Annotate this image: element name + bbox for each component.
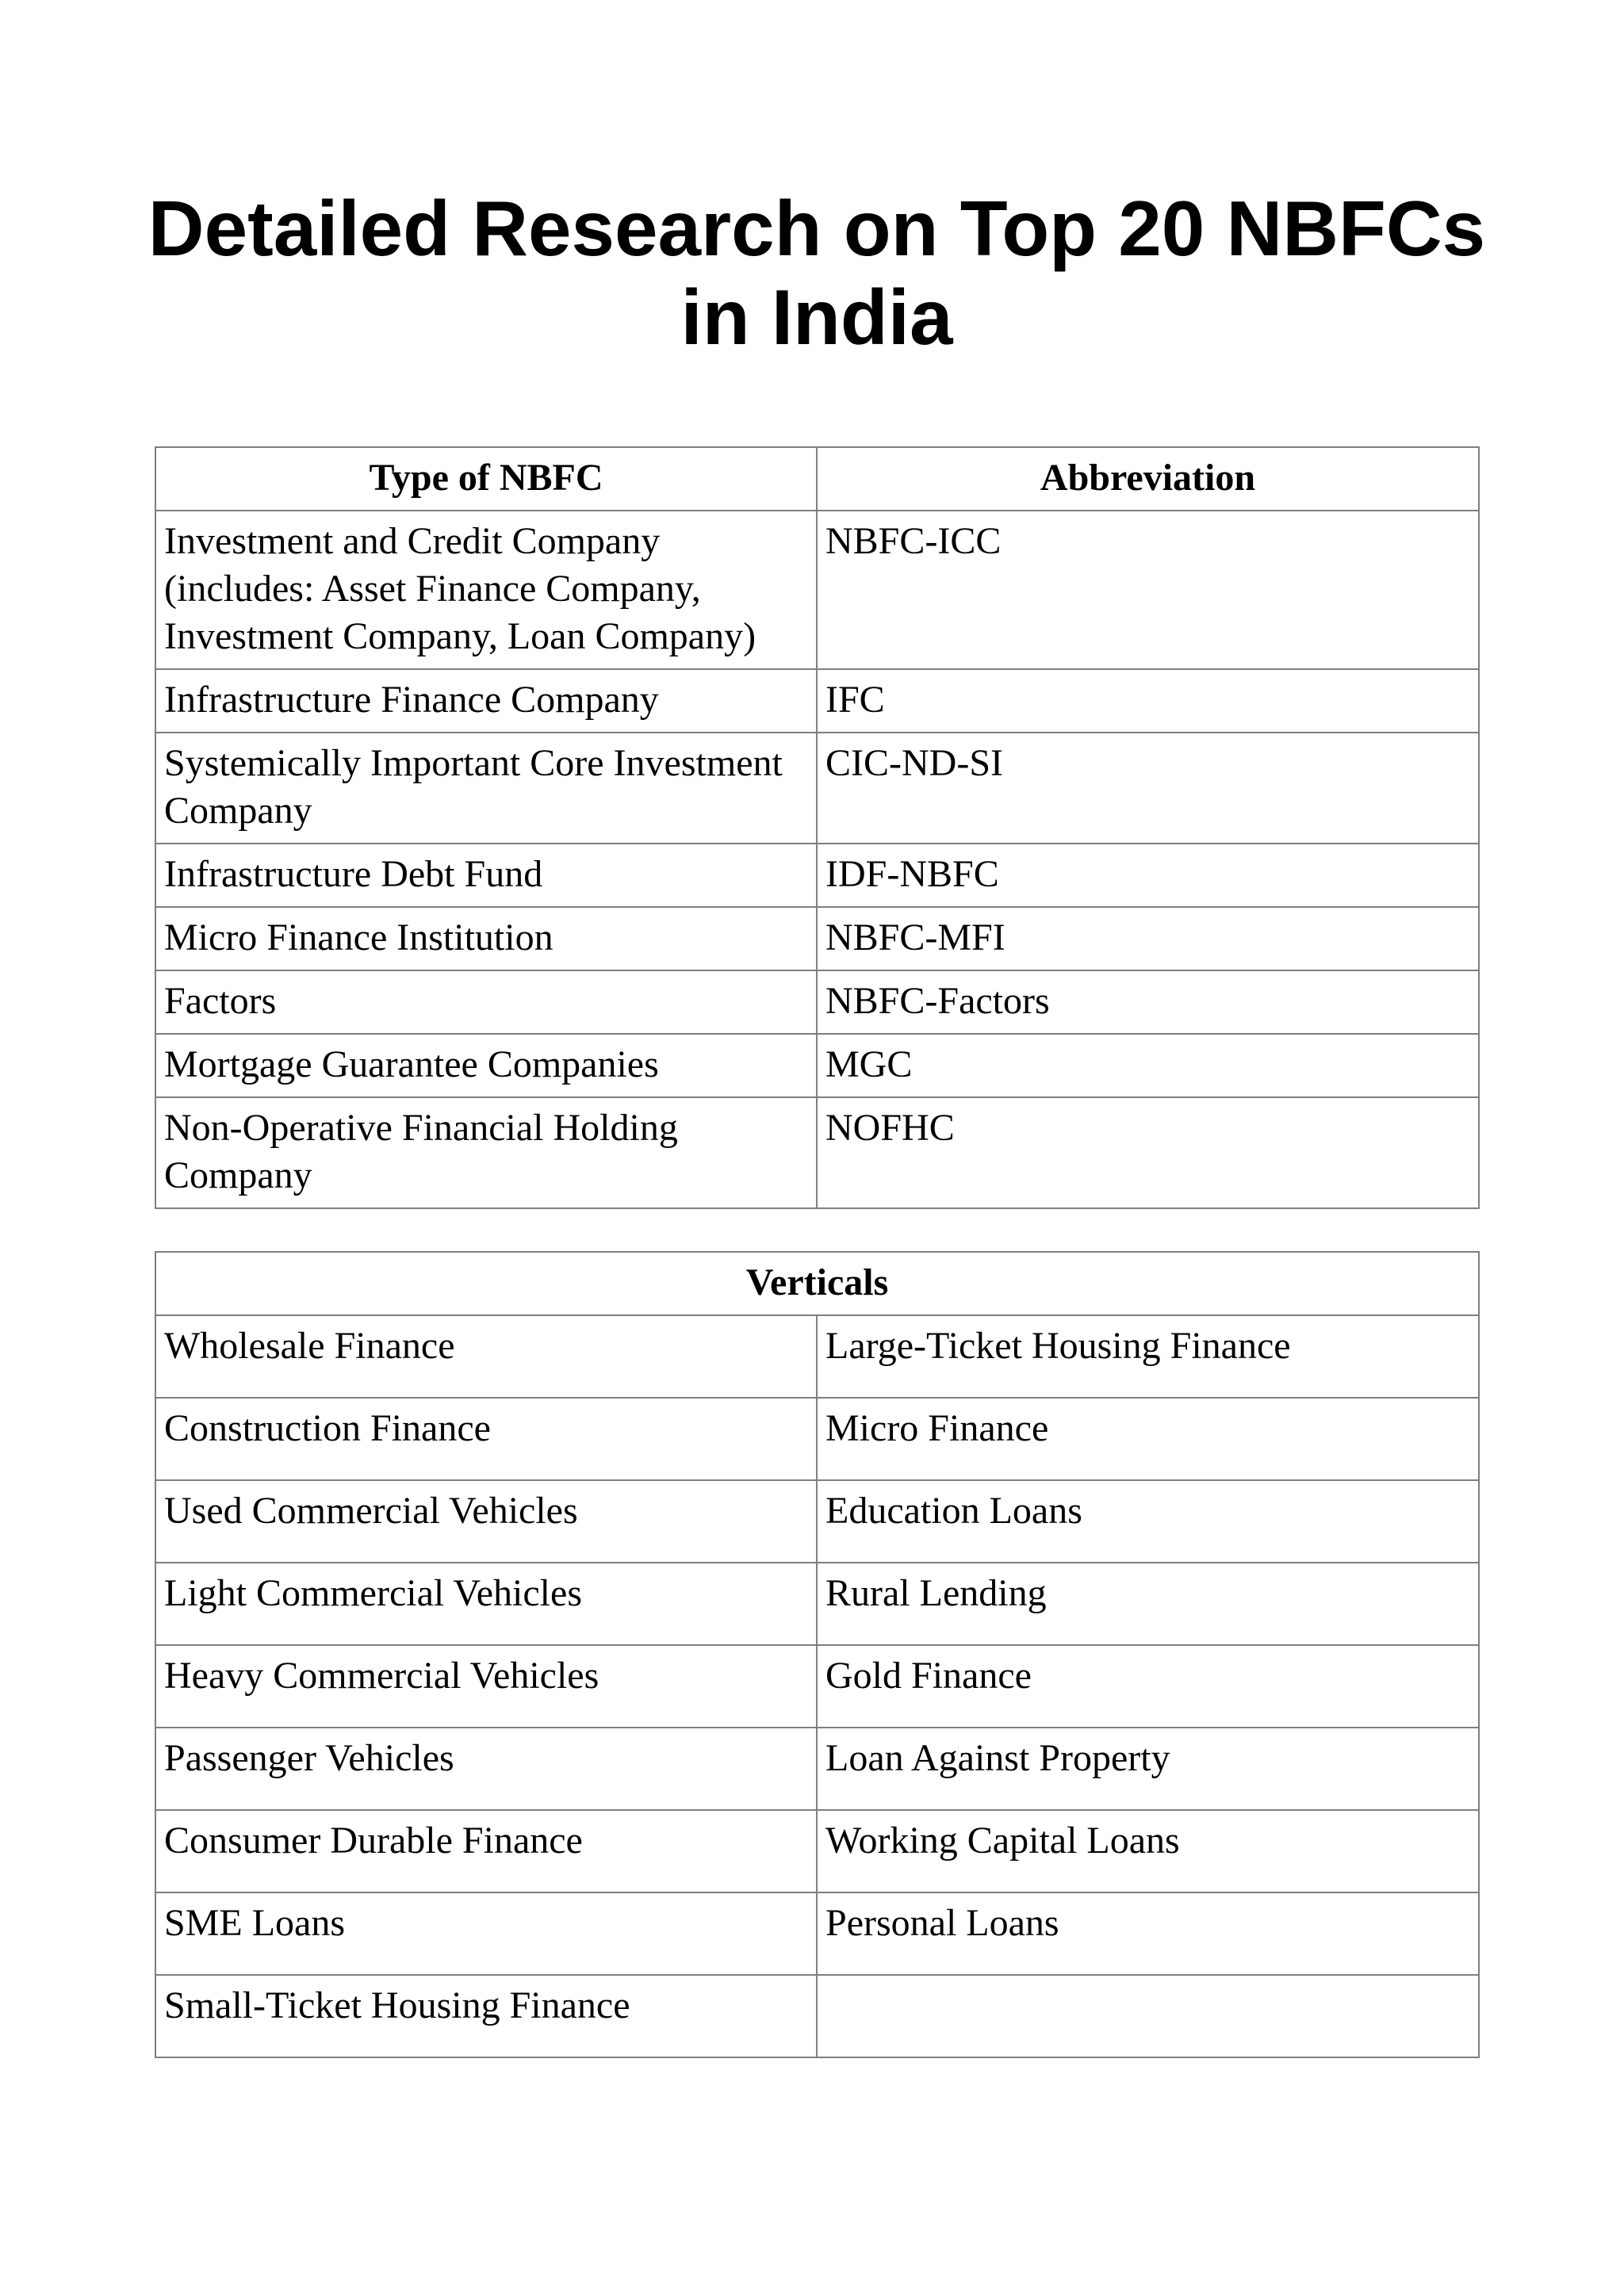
vertical-cell: Consumer Durable Finance bbox=[155, 1810, 817, 1892]
nbfc-abbreviation-cell: NBFC-MFI bbox=[817, 907, 1479, 970]
table-row bbox=[155, 1315, 1479, 1398]
vertical-cell: Small-Ticket Housing Finance bbox=[155, 1975, 817, 2057]
table-row bbox=[155, 907, 1479, 970]
vertical-cell: SME Loans bbox=[155, 1892, 817, 1975]
verticals-header: Verticals bbox=[155, 1252, 1479, 1315]
nbfc-type-cell: Systemically Important Core Investment Company bbox=[155, 733, 817, 844]
nbfc-abbreviation-cell: MGC bbox=[817, 1034, 1479, 1097]
table-row bbox=[155, 1892, 1479, 1975]
nbfc-abbreviation-cell: CIC-ND-SI bbox=[817, 733, 1479, 844]
table-row bbox=[155, 1810, 1479, 1892]
vertical-cell: Personal Loans bbox=[817, 1892, 1479, 1975]
table-header-row bbox=[155, 447, 1479, 511]
table-row bbox=[155, 511, 1479, 669]
table-row bbox=[155, 1034, 1479, 1097]
nbfc-type-cell: Infrastructure Debt Fund bbox=[155, 844, 817, 907]
table-row bbox=[155, 733, 1479, 844]
table-row bbox=[155, 1645, 1479, 1728]
vertical-cell: Micro Finance bbox=[817, 1398, 1479, 1480]
vertical-cell: Passenger Vehicles bbox=[155, 1728, 817, 1810]
column-header-abbreviation: Abbreviation bbox=[817, 447, 1479, 511]
vertical-cell: Working Capital Loans bbox=[817, 1810, 1479, 1892]
nbfc-type-cell: Non-Operative Financial Holding Company bbox=[155, 1097, 817, 1208]
table-row bbox=[155, 844, 1479, 907]
table-row bbox=[155, 970, 1479, 1034]
vertical-cell: Light Commercial Vehicles bbox=[155, 1563, 817, 1645]
vertical-cell: Gold Finance bbox=[817, 1645, 1479, 1728]
nbfc-type-cell: Investment and Credit Company (includes: Asset Finance Company, Investment Company, Loan Company) bbox=[155, 511, 817, 669]
table-row bbox=[155, 1480, 1479, 1563]
table-row bbox=[155, 1398, 1479, 1480]
nbfc-abbreviation-cell: NBFC-ICC bbox=[817, 511, 1479, 669]
table-row bbox=[155, 1728, 1479, 1810]
nbfc-type-cell: Micro Finance Institution bbox=[155, 907, 817, 970]
vertical-cell: Large-Ticket Housing Finance bbox=[817, 1315, 1479, 1398]
column-header-type: Type of NBFC bbox=[155, 447, 817, 511]
nbfc-type-cell: Infrastructure Finance Company bbox=[155, 669, 817, 733]
nbfc-abbreviation-cell: NOFHC bbox=[817, 1097, 1479, 1208]
vertical-cell: Loan Against Property bbox=[817, 1728, 1479, 1810]
vertical-cell: Education Loans bbox=[817, 1480, 1479, 1563]
nbfc-abbreviation-cell: NBFC-Factors bbox=[817, 970, 1479, 1034]
nbfc-type-cell: Factors bbox=[155, 970, 817, 1034]
vertical-cell: Used Commercial Vehicles bbox=[155, 1480, 817, 1563]
table-row bbox=[155, 1097, 1479, 1208]
vertical-cell: Rural Lending bbox=[817, 1563, 1479, 1645]
nbfc-types-table bbox=[155, 446, 1480, 1209]
nbfc-abbreviation-cell: IFC bbox=[817, 669, 1479, 733]
vertical-cell: Wholesale Finance bbox=[155, 1315, 817, 1398]
table-row bbox=[155, 1563, 1479, 1645]
table-row bbox=[155, 1975, 1479, 2057]
nbfc-type-cell: Mortgage Guarantee Companies bbox=[155, 1034, 817, 1097]
vertical-cell: Construction Finance bbox=[155, 1398, 817, 1480]
table-header-row bbox=[155, 1252, 1479, 1315]
table-row bbox=[155, 669, 1479, 733]
page-title: Detailed Research on Top 20 NBFCs in India bbox=[147, 185, 1486, 361]
vertical-cell: Heavy Commercial Vehicles bbox=[155, 1645, 817, 1728]
verticals-table bbox=[155, 1251, 1480, 2058]
nbfc-abbreviation-cell: IDF-NBFC bbox=[817, 844, 1479, 907]
empty-cell bbox=[817, 1975, 1479, 2057]
